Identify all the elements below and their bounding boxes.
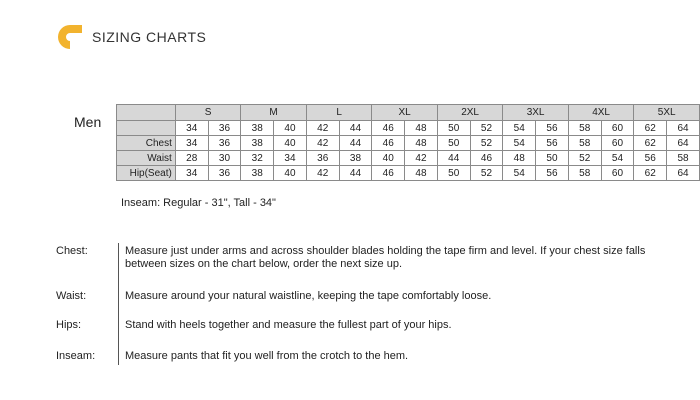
definition-term: Hips: — [56, 319, 82, 331]
value-cell: 62 — [634, 136, 667, 151]
value-cell: 40 — [274, 166, 307, 181]
table-row-hip — [117, 166, 700, 181]
value-cell: 42 — [405, 151, 438, 166]
value-cell: 52 — [470, 166, 503, 181]
definition-chest — [56, 243, 656, 278]
value-cell: 44 — [437, 151, 470, 166]
sub-size-cell: 56 — [536, 121, 569, 136]
value-cell: 34 — [175, 136, 208, 151]
definition-hips — [56, 311, 656, 340]
value-cell: 56 — [634, 151, 667, 166]
size-header: 4XL — [568, 105, 634, 121]
value-cell: 58 — [568, 136, 601, 151]
sub-size-cell: 58 — [568, 121, 601, 136]
definition-text: Measure pants that fit you well from the crotch to the hem. — [118, 340, 656, 365]
definition-term: Waist: — [56, 290, 87, 302]
definition-text: Stand with heels together and measure the fullest part of your hips. — [118, 311, 656, 340]
value-cell: 50 — [536, 151, 569, 166]
definition-waist — [56, 278, 656, 311]
value-cell: 36 — [208, 166, 241, 181]
sub-size-cell: 50 — [437, 121, 470, 136]
sub-size-cell: 44 — [339, 121, 372, 136]
value-cell: 64 — [667, 166, 700, 181]
corner-cell — [117, 121, 176, 136]
size-header-row — [117, 105, 700, 121]
value-cell: 48 — [503, 151, 536, 166]
measurement-definitions — [56, 243, 656, 365]
value-cell: 50 — [437, 136, 470, 151]
value-cell: 48 — [405, 136, 438, 151]
sub-size-cell: 54 — [503, 121, 536, 136]
definition-inseam — [56, 340, 656, 365]
page-header — [56, 22, 206, 52]
sub-size-cell: 42 — [306, 121, 339, 136]
sub-size-cell: 60 — [601, 121, 634, 136]
sub-size-cell: 40 — [274, 121, 307, 136]
group-label: Men — [74, 114, 102, 130]
value-cell: 44 — [339, 136, 372, 151]
value-cell: 38 — [339, 151, 372, 166]
value-cell: 34 — [274, 151, 307, 166]
sub-size-cell: 46 — [372, 121, 405, 136]
row-label: Chest — [117, 136, 176, 151]
row-label: Hip(Seat) — [117, 166, 176, 181]
definition-text: Measure around your natural waistline, keeping the tape comfortably loose. — [118, 278, 656, 311]
value-cell: 58 — [667, 151, 700, 166]
value-cell: 36 — [208, 136, 241, 151]
sub-size-cell: 62 — [634, 121, 667, 136]
value-cell: 46 — [372, 136, 405, 151]
value-cell: 60 — [601, 166, 634, 181]
value-cell: 38 — [241, 166, 274, 181]
page-title: SIZING CHARTS — [92, 29, 207, 45]
value-cell: 34 — [175, 166, 208, 181]
sub-size-row — [117, 121, 700, 136]
value-cell: 40 — [372, 151, 405, 166]
sub-size-cell: 64 — [667, 121, 700, 136]
value-cell: 30 — [208, 151, 241, 166]
size-header: L — [306, 105, 372, 121]
size-header: 2XL — [437, 105, 503, 121]
size-header: XL — [372, 105, 438, 121]
size-header: 3XL — [503, 105, 569, 121]
value-cell: 40 — [274, 136, 307, 151]
value-cell: 42 — [306, 136, 339, 151]
value-cell: 38 — [241, 136, 274, 151]
value-cell: 56 — [536, 166, 569, 181]
value-cell: 56 — [536, 136, 569, 151]
value-cell: 54 — [503, 166, 536, 181]
value-cell: 58 — [568, 166, 601, 181]
sub-size-cell: 36 — [208, 121, 241, 136]
value-cell: 42 — [306, 166, 339, 181]
value-cell: 62 — [634, 166, 667, 181]
size-header: S — [175, 105, 241, 121]
value-cell: 46 — [372, 166, 405, 181]
inseam-note: Inseam: Regular - 31", Tall - 34" — [121, 197, 276, 209]
size-header: 5XL — [634, 105, 700, 121]
value-cell: 52 — [568, 151, 601, 166]
sizing-table — [116, 104, 700, 181]
value-cell: 48 — [405, 166, 438, 181]
value-cell: 44 — [339, 166, 372, 181]
carhartt-logo-icon — [56, 23, 84, 51]
corner-cell — [117, 105, 176, 121]
value-cell: 32 — [241, 151, 274, 166]
sub-size-cell: 34 — [175, 121, 208, 136]
definition-term: Chest: — [56, 245, 88, 257]
value-cell: 46 — [470, 151, 503, 166]
value-cell: 64 — [667, 136, 700, 151]
table-row-waist — [117, 151, 700, 166]
sub-size-cell: 52 — [470, 121, 503, 136]
definition-text: Measure just under arms and across shoulder blades holding the tape firm and level. If your chest size falls between sizes on the chart below, order the next size up. — [118, 243, 656, 278]
value-cell: 50 — [437, 166, 470, 181]
value-cell: 52 — [470, 136, 503, 151]
row-label: Waist — [117, 151, 176, 166]
table-row-chest — [117, 136, 700, 151]
value-cell: 54 — [503, 136, 536, 151]
value-cell: 54 — [601, 151, 634, 166]
size-header: M — [241, 105, 307, 121]
sub-size-cell: 48 — [405, 121, 438, 136]
definition-term: Inseam: — [56, 350, 96, 362]
value-cell: 36 — [306, 151, 339, 166]
sub-size-cell: 38 — [241, 121, 274, 136]
value-cell: 60 — [601, 136, 634, 151]
value-cell: 28 — [175, 151, 208, 166]
